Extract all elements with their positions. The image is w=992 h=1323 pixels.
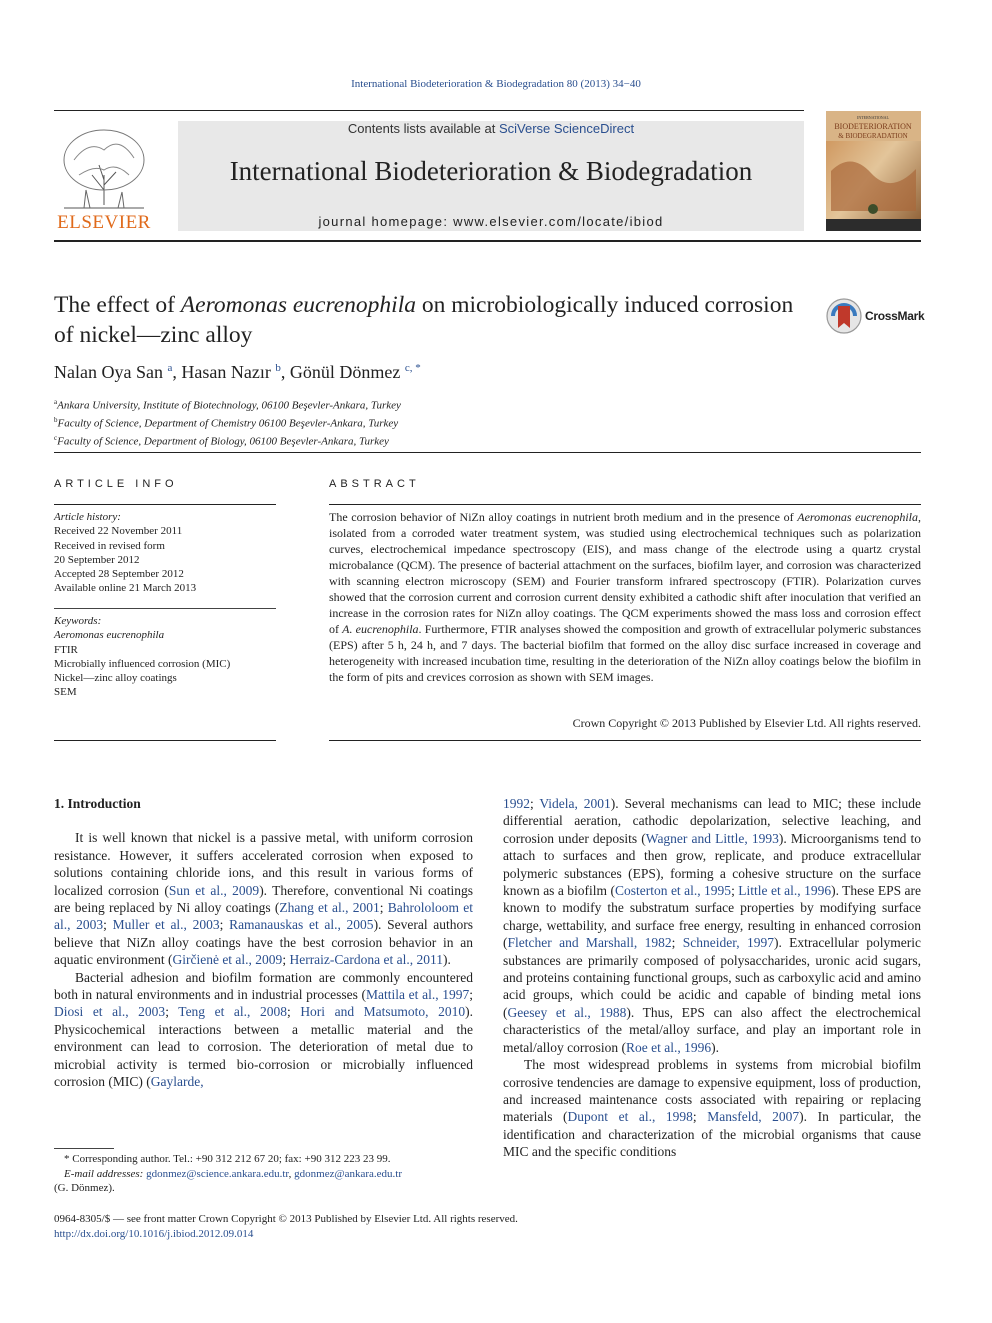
author-affil-marker[interactable]: a xyxy=(167,362,173,374)
affiliation: $^b$Faculty of Science, Department of Chemistry 06100 Beşevler-Ankara, Turkey xyxy=(54,416,399,430)
author-affil-marker[interactable]: b xyxy=(275,362,281,374)
citation-link[interactable]: Girčienė et al., 2009 xyxy=(172,952,283,968)
page-footer xyxy=(54,1212,518,1241)
citation-link[interactable]: Roe et al., 1996 xyxy=(625,1039,712,1055)
history-item: Available online 21 March 2013 xyxy=(54,582,197,595)
citation-link[interactable]: Hori and Matsumoto, 2010 xyxy=(300,1004,466,1020)
paragraph: It is well known that nickel is a passive metal, with uniform corrosion resistance. However, it suffers accelerated corrosion when exposed to solutions containing chloride ions, and this result in various forms of localized corrosion (Sun et al., 2009). Therefore, conventional Ni coatings are being replaced by Ni alloy coatings (Zhang et al., 2001; Bahrololoom et al., 2003; Muller et al., 2003; Ramanauskas et al., 2005). Several authors believe that NiZn alloy coatings have the best corrosion behavior in an aquatic environment (Girčienė et al., 2009; Herraiz-Cardona et al., 2011). xyxy=(54,830,474,968)
svg-text:BIODETERIORATION: BIODETERIORATION xyxy=(834,122,912,131)
elsevier-wordmark: ELSEVIER xyxy=(57,212,151,233)
citation-link[interactable]: Costerton et al., 1995 xyxy=(615,883,732,899)
body-column-right xyxy=(503,795,921,1161)
citation-link[interactable]: Geesey et al., 1988 xyxy=(507,1004,627,1020)
abstract-copyright: Crown Copyright © 2013 Published by Elsevier Ltd. All rights reserved. xyxy=(572,716,921,730)
abstract-text: The corrosion behavior of NiZn alloy coatings in nutrient broth medium and in the presence of Aeromonas eucrenophila, isolated from a corroded water treatment system, was studied using electrochemical techniques such as polarization curves, electrochemical impedance spectroscopy (EIS), and mass change of the electrode using a quartz crystal microbalance (QCM). The presence of bacterial attachment on the surfaces, biofilm layer, and corrosion was characterized with scanning electron microscopy (SEM) and Fourier transform infrared spectroscopy (FTIR). Polarization curves showed that the corrosion current and corrosion current density exhibited a cathodic shift after inoculation that verified an increase in the corrosion rates for NiZn alloy coatings. The QCM experiments showed the mass loss and corrosion effect of A. eucrenophila. Furthermore, FTIR analyses showed the composition and growth of extracellular polymeric substances (EPS) after 5 h, 24 h, and 7 days. The bacterial biofilm that formed on the alloy disc surface increased in coverage and heterogeneity with increased incubation time, resulting in the deterioration of the NiZn alloy coatings below the biofilm in the form of pits and crevices corrosion as shown with SEM images. xyxy=(329,510,922,684)
keywords-block xyxy=(54,614,230,700)
email-line: E-mail addresses: gdonmez@science.ankara.edu.tr, gdonmez@ankara.edu.tr xyxy=(64,1167,403,1180)
citation-link[interactable]: Sun et al., 2009 xyxy=(168,882,260,898)
corresponding-footnote xyxy=(54,1152,473,1196)
article-info-rule xyxy=(54,504,276,505)
history-label: Article history: xyxy=(54,511,121,523)
body-column-left xyxy=(54,795,473,1091)
footnote-rule xyxy=(54,1148,114,1149)
citation-link[interactable]: Herraiz-Cardona et al., 2011 xyxy=(289,952,444,968)
journal-title: International Biodeterioration & Biodegradation xyxy=(229,156,753,186)
keyword[interactable]: FTIR xyxy=(54,643,78,656)
affiliation: $^a$Ankara University, Institute of Biotechnology, 06100 Beşevler-Ankara, Turkey xyxy=(54,398,401,412)
author-name[interactable]: Gönül Dönmez xyxy=(289,362,401,382)
title-italic: Aeromonas eucrenophila xyxy=(180,292,416,318)
keyword[interactable]: Aeromonas eucrenophila xyxy=(54,629,165,642)
keywords-label: Keywords: xyxy=(54,615,102,627)
paragraph: 1992; Videla, 2001). Several mechanisms can lead to MIC; these include differential aeration, cathodic depolarization, selective leaching, and corrosion under deposits (Wagner and Little, 1993). Microorganisms tend to attach to surfaces and then grow, replicate, and produce extracellular polymeric substances (EPS), forming a cohesive structure on the surface known as a biofilm (Costerton et al., 1995; Little et al., 1996). These EPS are known to modify the substratum surface properties by modifying surface charge, wettability, and surface free energy, resulting in enhanced corrosion (Fletcher and Marshall, 1982; Schneider, 1997). Extracellular polymeric substances are primarily composed of polysaccharides, uronic acid sugars, and proteins containing functional groups, such as carboxylic acid and amino acid groups, which could be acidic and capable of binding metal ions (Geesey et al., 1988). Thus, EPS can also affect the electrochemical characteristics of the metal/alloy surface, and play an important role in metal/alloy corrosion (Roe et al., 1996). xyxy=(503,796,922,1055)
crossmark-icon[interactable] xyxy=(825,297,863,335)
article-info-heading: ARTICLE INFO xyxy=(54,478,178,490)
paragraph: Bacterial adhesion and biofilm formation are commonly encountered both in natural environments and in industrial processes (Mattila et al., 1997; Diosi et al., 2003; Teng et al., 2008; Hori and Matsumoto, 2010). Physicochemical interactions between a metallic material and the environment can lead to corrosion. The deterioration of metal due to microbial activity is termed bio-corrosion or microbially influenced corrosion (MIC) (Gaylarde, xyxy=(54,969,474,1090)
email-owner: (G. Dönmez). xyxy=(54,1182,115,1194)
citation-link[interactable]: Fletcher and Marshall, 1982 xyxy=(507,935,672,951)
journal-homepage[interactable]: journal homepage: www.elsevier.com/locate/ibiod xyxy=(318,214,664,229)
article-info-divider xyxy=(54,608,276,609)
affiliation: $^c$Faculty of Science, Department of Biology, 06100 Beşevler-Ankara, Turkey xyxy=(54,434,389,448)
contents-prefix: Contents lists available at xyxy=(347,121,499,136)
citation-link[interactable]: Videla, 2001 xyxy=(539,796,611,811)
history-item: 20 September 2012 xyxy=(54,553,140,566)
svg-text:INTERNATIONAL: INTERNATIONAL xyxy=(857,115,889,120)
section-rule xyxy=(54,452,921,453)
citation-link[interactable]: Mattila et al., 1997 xyxy=(366,987,470,1003)
issn-line: 0964-8305/$ — see front matter Crown Copyright © 2013 Published by Elsevier Ltd. All rights reserved. xyxy=(54,1213,518,1225)
keyword[interactable]: Microbially influenced corrosion (MIC) xyxy=(54,657,231,670)
email-label: E-mail addresses: xyxy=(64,1167,147,1180)
citation-link[interactable]: Dupont et al., 1998 xyxy=(567,1109,693,1125)
journal-banner xyxy=(178,121,804,231)
section-heading: 1. Introduction xyxy=(54,796,141,811)
history-item: Received in revised form xyxy=(54,539,165,552)
citation-link[interactable]: 1992 xyxy=(503,796,530,811)
email-link[interactable]: gdonmez@ankara.edu.tr xyxy=(294,1167,403,1180)
article-title xyxy=(54,290,814,350)
journal-cover-image xyxy=(826,111,921,231)
crossmark-label[interactable]: CrossMark xyxy=(865,309,925,323)
svg-text:& BIODEGRADATION: & BIODEGRADATION xyxy=(838,132,908,140)
citation-link[interactable]: Wagner and Little, 1993 xyxy=(645,830,779,846)
corresponding-author-note: * Corresponding author. Tel.: +90 312 212 67 20; fax: +90 312 223 23 99. xyxy=(64,1153,391,1165)
contents-line xyxy=(178,121,804,136)
citation-link[interactable]: Schneider, 1997 xyxy=(682,935,774,951)
article-history xyxy=(54,510,196,596)
title-part2: on microbiologically induced corrosion of nickel—zinc alloy xyxy=(54,292,794,348)
paragraph: The most widespread problems in systems from microbial biofilm corrosive tendencies are damage to expensive equipment, loss of production, and increased maintenance costs associated with repairing or replacing materials (Dupont et al., 1998; Mansfeld, 2007). In particular, the identification and characterization of the microbial organisms that cause MIC and the specific conditions xyxy=(503,1057,921,1160)
citation-link[interactable]: Little et al., 1996 xyxy=(738,883,832,899)
header-rule xyxy=(54,110,804,111)
citation-link[interactable]: Zhang et al., 2001 xyxy=(279,900,380,916)
author-affil-marker[interactable]: c, * xyxy=(404,362,421,374)
journal-citation[interactable]: International Biodeterioration & Biodegradation 80 (2013) 34−40 xyxy=(351,78,641,90)
author-name[interactable]: Nalan Oya San xyxy=(54,362,163,382)
citation-link[interactable]: Mansfeld, 2007 xyxy=(707,1109,800,1125)
citation-link[interactable]: Teng et al., 2008 xyxy=(178,1004,287,1020)
abstract-rule xyxy=(329,504,921,505)
author-name[interactable]: Hasan Nazır xyxy=(181,362,271,382)
history-item: Received 22 November 2011 xyxy=(54,525,183,538)
abstract-heading: ABSTRACT xyxy=(329,478,420,490)
citation-link[interactable]: Diosi et al., 2003 xyxy=(54,1004,166,1020)
citation-link[interactable]: Ramanauskas et al., 2005 xyxy=(229,917,374,933)
abstract-bottom-rule xyxy=(329,740,921,741)
author-list: Nalan Oya San $^a$, Hasan Nazır $^b$, Gönül Dönmez $^{c, *}$ xyxy=(54,362,421,382)
keyword[interactable]: Nickel—zinc alloy coatings xyxy=(54,672,177,685)
article-info-bottom-rule xyxy=(54,740,276,741)
citation-link[interactable]: Bahrololoom et al., 2003 xyxy=(54,900,473,933)
title-part1: The effect of xyxy=(54,292,181,318)
keyword[interactable]: SEM xyxy=(54,686,77,699)
affiliations xyxy=(54,395,401,449)
email-link[interactable]: gdonmez@science.ankara.edu.tr xyxy=(146,1167,289,1180)
history-item: Accepted 28 September 2012 xyxy=(54,568,184,581)
sciencedirect-link[interactable]: SciVerse ScienceDirect xyxy=(498,121,635,136)
citation-link[interactable]: Gaylarde, xyxy=(150,1074,204,1090)
citation-link[interactable]: Muller et al., 2003 xyxy=(112,917,220,933)
header-bottom-rule xyxy=(54,240,921,242)
doi-link[interactable]: http://dx.doi.org/10.1016/j.ibiod.2012.09.014 xyxy=(54,1227,254,1240)
